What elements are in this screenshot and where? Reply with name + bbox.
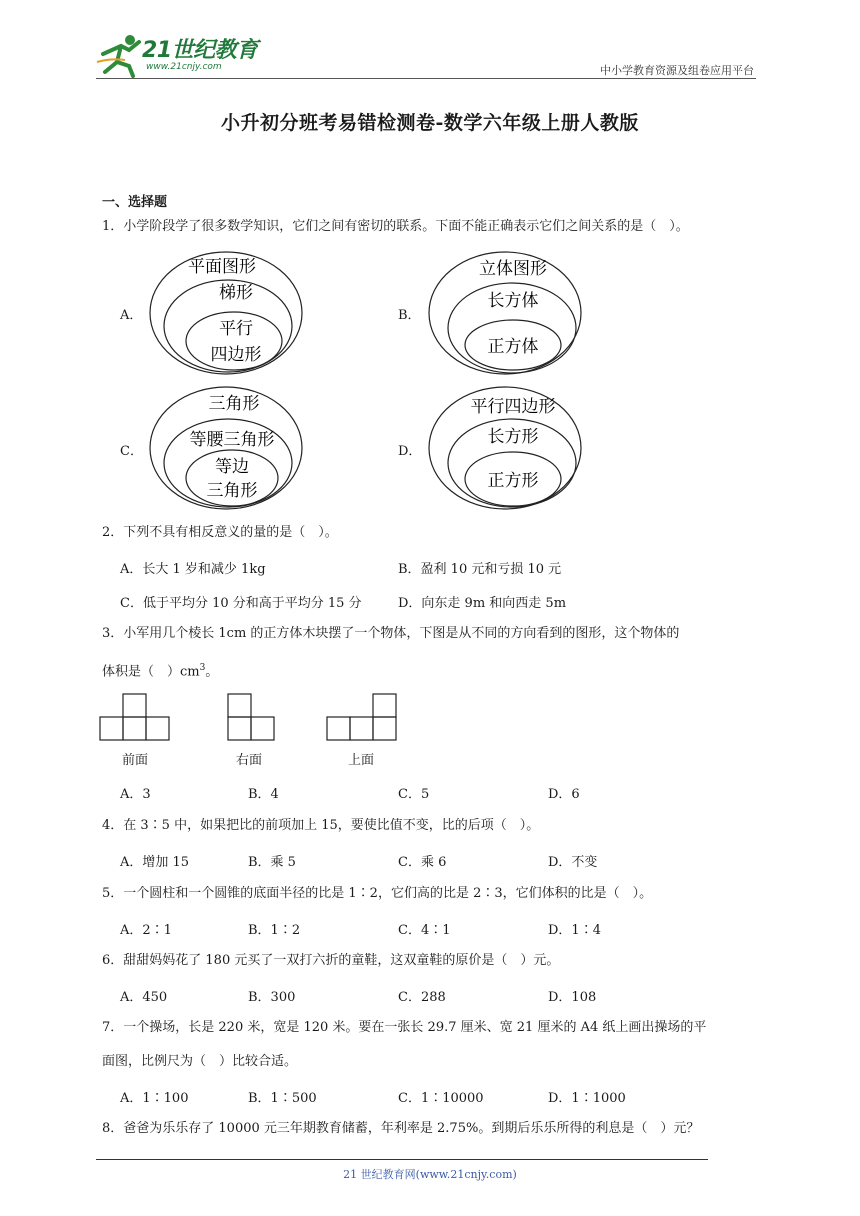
q1-option-b-label: B． [398, 308, 421, 323]
venn-outer-label: 平面图形 [188, 257, 256, 277]
q3-option-a: A．3 [120, 787, 151, 802]
venn-middle-label: 长方形 [487, 427, 539, 447]
q7-option-d: D．1∶1000 [548, 1091, 626, 1106]
venn-inner-label-1: 正方形 [487, 471, 539, 491]
header-divider [96, 78, 756, 79]
footer-divider [96, 1159, 708, 1160]
venn-inner-label-1: 正方体 [487, 337, 539, 357]
q4-option-c: C．乘 6 [398, 855, 447, 870]
q3-option-d: D．6 [548, 787, 580, 802]
q6-option-d: D．108 [548, 990, 597, 1005]
logo-url: www.21cnjy.com [146, 62, 222, 72]
venn-outer-label: 立体图形 [479, 259, 547, 279]
q3-view-label-top: 上面 [348, 753, 375, 768]
question-7-line-2: 面图，比例尺为（ ）比较合适。 [102, 1054, 298, 1069]
section-heading: 一、选择题 [102, 195, 168, 210]
question-5-text: 5．一个圆柱和一个圆锥的底面半径的比是 1∶2，它们高的比是 2∶3，它们体积的比是（ ）。 [102, 886, 653, 901]
top-view-figure [327, 694, 396, 740]
question-7-line-1: 7．一个操场，长是 220 米，宽是 120 米。要在一张长 29.7 厘米、宽 21 厘米的 A4 纸上画出操场的平 [102, 1020, 707, 1035]
venn-outer-label: 平行四边形 [470, 397, 556, 417]
q1-option-a-label: A． [120, 308, 143, 323]
venn-inner-label-2: 四边形 [210, 345, 262, 365]
venn-middle-label: 等腰三角形 [189, 430, 275, 450]
q6-option-a: A．450 [120, 990, 168, 1005]
page-title: 小升初分班考易错检测卷-数学六年级上册人教版 [221, 112, 639, 134]
q1-option-c-label: C． [120, 444, 143, 459]
q2-option-a: A．长大 1 岁和减少 1kg [120, 562, 266, 577]
question-6-text: 6．甜甜妈妈花了 180 元买了一双打六折的童鞋，这双童鞋的原价是（ ）元。 [102, 953, 560, 968]
q4-option-d: D．不变 [548, 855, 598, 870]
q7-option-c: C．1∶10000 [398, 1091, 484, 1106]
q3-option-b: B．4 [248, 787, 279, 802]
question-3-line-2 [102, 659, 218, 681]
q4-option-a: A．增加 15 [120, 855, 190, 870]
q4-option-b: B．乘 5 [248, 855, 296, 870]
q7-option-b: B．1∶500 [248, 1091, 317, 1106]
venn-inner-label-1: 平行 [219, 319, 253, 339]
q3-option-c: C．5 [398, 787, 430, 802]
venn-middle-label: 梯形 [219, 283, 253, 303]
q3-line2-text: 体积是（ ）cm [102, 664, 200, 680]
q6-option-c: C．288 [398, 990, 446, 1005]
question-4-text: 4．在 3∶5 中，如果把比的前项加上 15，要使比值不变，比的后项（ ）。 [102, 818, 540, 833]
q5-option-c: C．4∶1 [398, 923, 451, 938]
q1-option-d-venn-diagram [427, 385, 583, 511]
venn-middle-label: 长方体 [487, 291, 539, 311]
venn-outer-label: 三角形 [208, 394, 260, 414]
front-view-figure [100, 694, 169, 740]
q3-view-label-front: 前面 [122, 753, 149, 768]
q1-option-b-venn-diagram [427, 250, 583, 376]
question-2-text: 2．下列不具有相反意义的量的是（ ）。 [102, 525, 338, 540]
runner-logo-icon [95, 32, 145, 78]
q6-option-b: B．300 [248, 990, 296, 1005]
q5-option-d: D．1∶4 [548, 923, 601, 938]
q5-option-b: B．1∶2 [248, 923, 301, 938]
right-view-figure [228, 694, 274, 740]
q1-option-a-venn-diagram [148, 250, 304, 376]
footer-text[interactable]: 21 世纪教育网(www.21cnjy.com) [343, 1168, 517, 1181]
q1-option-c-venn-diagram [148, 385, 304, 511]
q7-option-a: A．1∶100 [120, 1091, 189, 1106]
question-1-text: 1．小学阶段学了很多数学知识，它们之间有密切的联系。下面不能正确表示它们之间关系的是（ ）。 [102, 219, 689, 234]
q2-option-d: D．向东走 9m 和向西走 5m [398, 596, 567, 611]
q1-option-d-label: D． [398, 444, 422, 459]
logo-text: 21世纪教育 [142, 38, 258, 63]
venn-inner-label-1: 等边 [215, 457, 249, 477]
header-tagline: 中小学教育资源及组卷应用平台 [600, 64, 754, 77]
q3-view-figures [98, 692, 408, 744]
q3-unit-superscript: 3 [199, 663, 206, 673]
q5-option-a: A．2∶1 [120, 923, 172, 938]
q3-view-label-right: 右面 [236, 753, 263, 768]
venn-inner-label-2: 三角形 [206, 481, 258, 501]
q2-option-b: B．盈利 10 元和亏损 10 元 [398, 562, 562, 577]
q3-line2-end: 。 [205, 664, 219, 680]
question-3-line-1: 3．小军用几个棱长 1cm 的正方体木块摆了一个物体，下图是从不同的方向看到的图形，这个物体的 [102, 626, 680, 641]
question-8-text: 8．爸爸为乐乐存了 10000 元三年期教育储蓄，年利率是 2.75%。到期后乐乐所得的利息是（ ）元？ [102, 1121, 700, 1136]
q2-option-c: C．低于平均分 10 分和高于平均分 15 分 [120, 596, 362, 611]
